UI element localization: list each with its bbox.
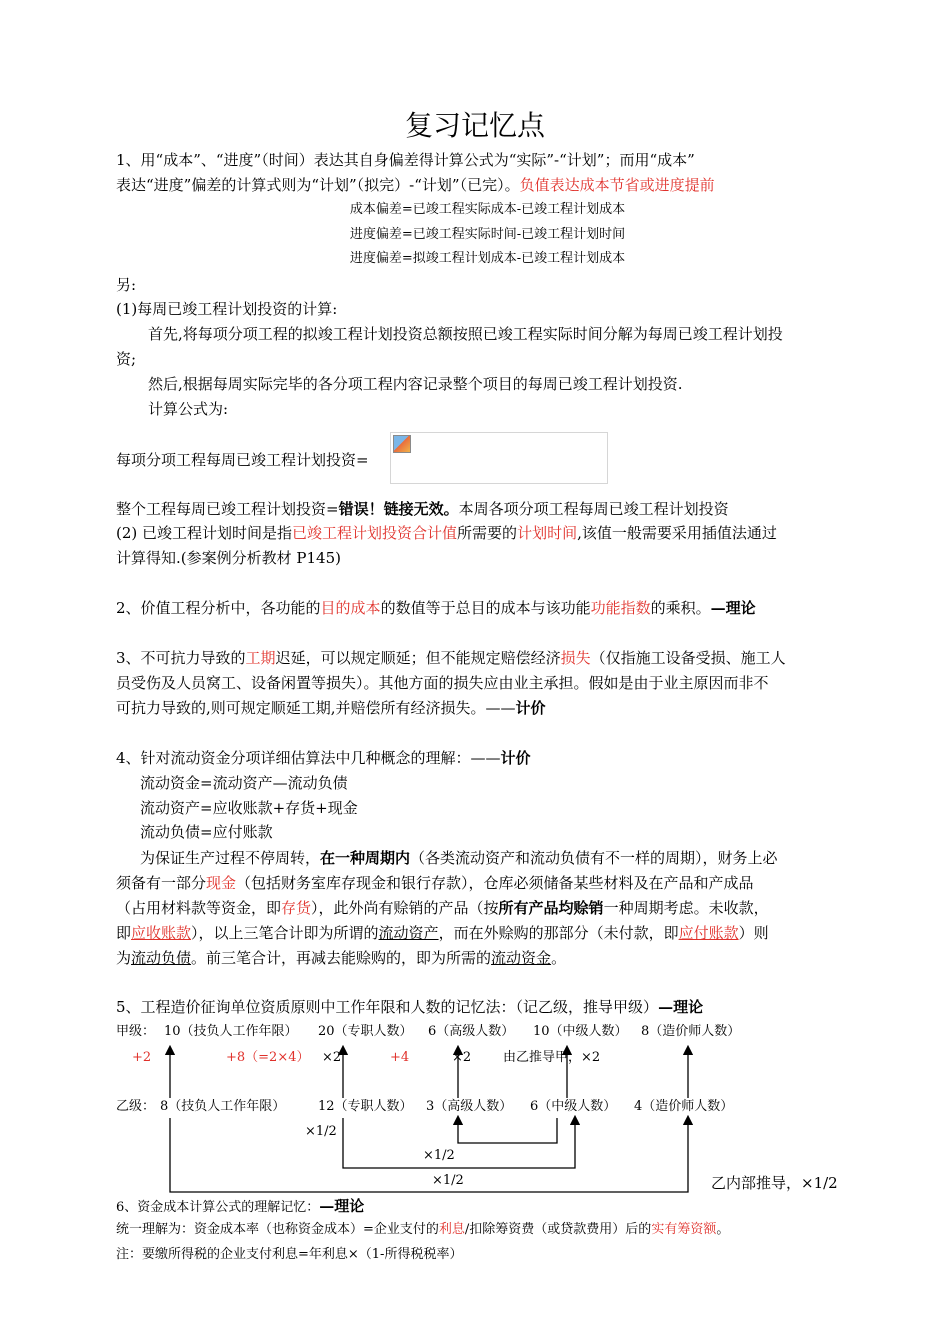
op-derive-note: 由乙推导甲，×2 (503, 1050, 601, 1065)
half-middle: ×1/2 (423, 1148, 455, 1163)
s1-item2: (2) 已竣工程计划时间是指已竣工程计划投资合计值所需要的计划时间,该值一般需要采用插值法通过 (116, 524, 777, 542)
jia-label: 甲级： (116, 1024, 156, 1039)
s4-para-line1: 为保证生产过程不停周转，在一种周期内（各类流动资产和流动负债有不一样的周期），财务上必 (140, 849, 778, 867)
broken-image-icon (393, 435, 411, 453)
s1-para1: 首先,将每项分项工程的拟竣工程计划投资总额按照已竣工程实际时间分解为每周已竣工程计划投 (148, 325, 783, 343)
broken-image-placeholder (390, 432, 608, 484)
op-years: +2 (132, 1050, 152, 1065)
s1-formula-cost: 成本偏差=已竣工程实际成本-已竣工程计划成本 (349, 202, 626, 217)
s4-heading: 4、针对流动资金分项详细估算法中几种概念的理解：——计价 (116, 749, 531, 767)
half-years: ×1/2 (432, 1173, 464, 1188)
jia-senior: 6（高级人数） (428, 1024, 515, 1039)
jia-middle: 10（中级人数） (533, 1024, 628, 1039)
s6-line1: 统一理解为：资金成本率（也称资金成本）=企业支付的利息/扣除筹资费（或贷款费用）后的实有筹资额。 (116, 1222, 730, 1237)
s1-formula-time: 进度偏差=已竣工程实际时间-已竣工程计划时间 (349, 227, 626, 242)
s3-line2: 员受伤及人员窝工、设备闲置等损失）。其他方面的损失应由业主承担。假如是由于业主原因而非不 (116, 674, 769, 692)
s1-formula-intro: 计算公式为: (148, 400, 229, 418)
s1-note: 负值表达成本节省或进度提前 (519, 176, 715, 194)
jia-years: 10（技负人工作年限） (164, 1024, 298, 1039)
s1-formula-label: 每项分项工程每周已竣工程计划投资= (116, 451, 369, 469)
bracket-staff-middle (343, 1118, 575, 1168)
s4-formula1: 流动资金=流动资产—流动负债 (140, 774, 348, 792)
op-senior-x2: ×2 (452, 1050, 472, 1065)
page-title: 复习记忆点 (404, 109, 545, 142)
s1-line1: 1、用“成本”、“进度”（时间）表达其自身偏差得计算公式为“实际”-“计划”；而用“成本” (116, 151, 695, 169)
s4-para-line2: 须备有一部分现金（包括财务室库存现金和银行存款），仓库必须储备某些材料及在产品和产成品 (116, 874, 754, 892)
yi-senior: 3（高级人数） (426, 1099, 513, 1114)
s4-para-line4: 即应收账款），以上三笔合计即为所谓的流动资产，而在外赊购的那部分（未付款，即应付账款）则 (116, 924, 769, 942)
s6-heading: 6、资金成本计算公式的理解记忆：—理论 (116, 1197, 365, 1215)
jia-row (116, 1022, 155, 1042)
s1-item2-cont: 计算得知.(参案例分析教材 P145) (116, 549, 341, 567)
broken-link-text: 错误！链接无效。 (338, 500, 459, 518)
s4-formula3: 流动负债=应付账款 (140, 823, 273, 841)
s4-para-line5: 为流动负债。前三笔合计，再减去能赊购的，即为所需的流动资金。 (116, 949, 567, 967)
jia-cost-eng: 8（造价师人数） (641, 1024, 741, 1039)
s1-total-formula: 整个工程每周已竣工程计划投资=错误！链接无效。本周各项分项工程每周已竣工程计划投资 (116, 500, 729, 518)
s1-para1-cont: 资; (116, 350, 137, 368)
s3-line1: 3、不可抗力导致的工期迟延，可以规定顺延；但不能规定赔偿经济损失（仅指施工设备受损、施工人 (116, 649, 786, 667)
s3-line3: 可抗力导致的,则可规定顺延工期,并赔偿所有经济损失。——计价 (116, 699, 546, 717)
half-staff: ×1/2 (305, 1124, 337, 1139)
op-senior: +4 (390, 1050, 410, 1065)
inner-derive-note: 乙内部推导，×1/2 (711, 1174, 838, 1192)
s5-heading: 5、工程造价征询单位资质原则中工作年限和人数的记忆法：（记乙级，推导甲级）—理论 (116, 998, 704, 1016)
yi-cost-eng: 4（造价师人数） (634, 1099, 734, 1114)
op-staff: +8（=2×4） (226, 1050, 310, 1065)
s1-formula-plan: 进度偏差=拟竣工程计划成本-已竣工程计划成本 (349, 251, 626, 266)
s1-other: 另: (116, 276, 137, 294)
s1-item1: (1)每周已竣工程计划投资的计算: (116, 300, 338, 318)
op-staff-x2: ×2 (322, 1050, 342, 1065)
s1-para2: 然后,根据每周实际完毕的各分项工程内容记录整个项目的每周已竣工程计划投资. (148, 375, 683, 393)
s6-note: 注：要缴所得税的企业支付利息=年利息×（1-所得税税率） (116, 1247, 463, 1262)
bracket-middle-senior (458, 1118, 557, 1143)
s4-formula2: 流动资产=应收账款+存货+现金 (140, 799, 358, 817)
yi-middle: 6（中级人数） (530, 1099, 617, 1114)
s1-line2: 表达“进度”偏差的计算式则为“计划”（拟完）-“计划”（已完）。负值表达成本节省或进度提前 (116, 176, 715, 194)
s2-paragraph: 2、价值工程分析中，各功能的目的成本的数值等于总目的成本与该功能功能指数的乘积。—理论 (116, 599, 756, 617)
s4-para-line3: （占用材料款等资金，即存货），此外尚有赊销的产品（按所有产品均赊销一种周期考虑。未收款， (116, 899, 769, 917)
yi-staff: 12（专职人数） (318, 1099, 413, 1114)
jia-staff: 20（专职人数） (318, 1024, 413, 1039)
yi-years: 8（技负人工作年限） (160, 1099, 286, 1114)
yi-label: 乙级： (116, 1099, 156, 1114)
